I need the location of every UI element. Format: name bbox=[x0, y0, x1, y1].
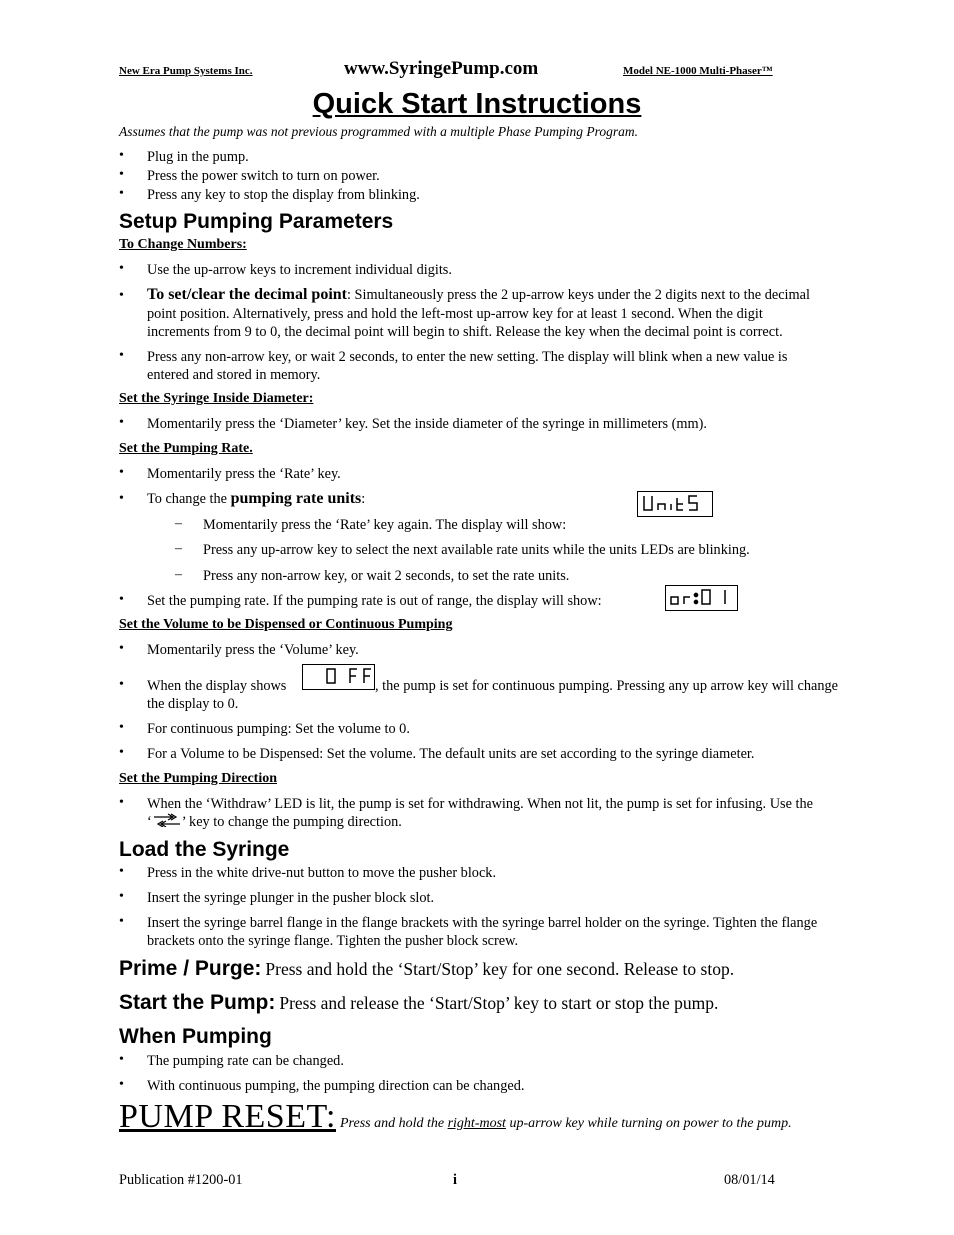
bullet-icon: • bbox=[119, 261, 124, 276]
direction-text: ’ key to change the pumping direction. bbox=[181, 814, 402, 830]
list-item: For continuous pumping: Set the volume to 0. bbox=[147, 721, 410, 737]
list-item: Use the up-arrow keys to increment individual digits. bbox=[147, 262, 452, 278]
model-name: Model NE-1000 Multi-Phaser™ bbox=[623, 65, 773, 77]
bullet-icon: • bbox=[119, 186, 124, 201]
list-item: Momentarily press the ‘Volume’ key. bbox=[147, 642, 359, 658]
list-item: Press any key to stop the display from blinking. bbox=[147, 187, 420, 203]
list-item: Plug in the pump. bbox=[147, 149, 249, 165]
change-numbers-subheading: To Change Numbers: bbox=[119, 237, 247, 252]
list-item: Insert the syringe plunger in the pusher block slot. bbox=[147, 890, 435, 906]
list-item-continuation: , the pump is set for continuous pumping. Pressing any up arrow key will change bbox=[375, 678, 838, 694]
lcd-units-glyphs bbox=[638, 492, 712, 516]
volume-subheading: Set the Volume to be Dispensed or Continuous Pumping bbox=[119, 617, 453, 632]
bullet-icon: • bbox=[119, 720, 124, 735]
bullet-icon: • bbox=[119, 745, 124, 760]
prime-heading: Prime / Purge: bbox=[119, 957, 262, 980]
list-item bbox=[147, 490, 365, 508]
diameter-subheading: Set the Syringe Inside Diameter: bbox=[119, 391, 314, 406]
reset-heading: PUMP RESET: bbox=[119, 1098, 336, 1135]
bullet-icon: • bbox=[119, 348, 124, 363]
start-section bbox=[119, 991, 718, 1015]
list-item: When the display shows bbox=[147, 678, 287, 694]
list-item: Insert the syringe barrel flange in the flange brackets with the syringe barrel holder on the syringe. Tighten the flange bbox=[147, 915, 818, 931]
page-number: i bbox=[453, 1172, 457, 1188]
bullet-icon: • bbox=[119, 148, 124, 163]
reset-text-emphasis: right-most bbox=[447, 1116, 506, 1131]
lcd-out-of-range-glyphs bbox=[666, 586, 737, 610]
publication-date: 08/01/14 bbox=[724, 1172, 775, 1188]
dash-icon: – bbox=[175, 567, 182, 582]
list-item-continuation: point position. Alternatively, press and hold the left-most up-arrow key for at least 1 second. When the digit bbox=[147, 306, 763, 322]
website-url[interactable]: www.SyringePump.com bbox=[344, 58, 539, 79]
list-item: With continuous pumping, the pumping direction can be changed. bbox=[147, 1078, 525, 1094]
bullet-icon: • bbox=[119, 1052, 124, 1067]
bullet-icon: • bbox=[119, 167, 124, 182]
company-name: New Era Pump Systems Inc. bbox=[119, 65, 253, 77]
list-item: Press any non-arrow key, or wait 2 seconds, to enter the new setting. The display will blink when a new value is bbox=[147, 349, 788, 365]
bullet-icon: • bbox=[119, 889, 124, 904]
bullet-icon: • bbox=[119, 415, 124, 430]
list-item: Press the power switch to turn on power. bbox=[147, 168, 380, 184]
direction-arrows-icon bbox=[152, 813, 182, 827]
rate-subheading: Set the Pumping Rate. bbox=[119, 441, 253, 456]
when-pumping-heading: When Pumping bbox=[119, 1025, 272, 1048]
list-item: When the ‘Withdraw’ LED is lit, the pump is set for withdrawing. When not lit, the pump is set for infusing. Use the bbox=[147, 796, 813, 812]
rate-units-label: pumping rate units bbox=[230, 490, 362, 507]
sub-list-item: Momentarily press the ‘Rate’ key again. The display will show: bbox=[203, 517, 567, 533]
start-heading: Start the Pump: bbox=[119, 991, 276, 1014]
setup-heading: Setup Pumping Parameters bbox=[119, 210, 394, 233]
dash-icon: – bbox=[175, 516, 182, 531]
decimal-point-text: : Simultaneously press the 2 up-arrow keys under the 2 digits next to the decimal bbox=[346, 287, 810, 303]
bullet-icon: • bbox=[119, 914, 124, 929]
list-item-continuation bbox=[147, 813, 402, 831]
list-item bbox=[147, 286, 810, 304]
sub-list-item: Press any up-arrow key to select the next available rate units while the units LEDs are blinking. bbox=[203, 542, 750, 558]
decimal-point-label: To set/clear the decimal point bbox=[147, 286, 347, 303]
list-item: For a Volume to be Dispensed: Set the volume. The default units are set according to the syringe diameter. bbox=[147, 746, 755, 762]
direction-subheading: Set the Pumping Direction bbox=[119, 771, 278, 786]
reset-text-post: up-arrow key while turning on power to the pump. bbox=[505, 1116, 792, 1131]
list-item: Momentarily press the ‘Rate’ key. bbox=[147, 466, 341, 482]
bullet-icon: • bbox=[119, 1077, 124, 1092]
bullet-icon: • bbox=[119, 864, 124, 879]
load-heading: Load the Syringe bbox=[119, 838, 290, 861]
start-text: Press and release the ‘Start/Stop’ key to start or stop the pump. bbox=[279, 993, 719, 1013]
list-item-continuation: brackets onto the syringe flange. Tighten the pusher block screw. bbox=[147, 933, 519, 949]
lcd-display-off bbox=[302, 664, 375, 690]
list-item: The pumping rate can be changed. bbox=[147, 1053, 344, 1069]
list-item-continuation: entered and stored in memory. bbox=[147, 367, 321, 383]
rate-units-post: : bbox=[361, 491, 366, 507]
list-item: Set the pumping rate. If the pumping rate is out of range, the display will show: bbox=[147, 593, 602, 609]
lcd-display-out-of-range bbox=[665, 585, 738, 611]
sub-list-item: Press any non-arrow key, or wait 2 seconds, to set the rate units. bbox=[203, 568, 570, 584]
list-item-continuation: the display to 0. bbox=[147, 696, 239, 712]
lcd-off-glyphs bbox=[303, 665, 374, 689]
intro-note: Assumes that the pump was not previous programmed with a multiple Phase Pumping Program. bbox=[119, 124, 638, 139]
bullet-icon: • bbox=[119, 641, 124, 656]
dash-icon: – bbox=[175, 541, 182, 556]
bullet-icon: • bbox=[119, 491, 124, 506]
list-item-continuation: increments from 9 to 0, the decimal point will begin to shift. Release the key when the decimal point is correct. bbox=[147, 324, 783, 340]
prime-text: Press and hold the ‘Start/Stop’ key for one second. Release to stop. bbox=[265, 959, 735, 979]
bullet-icon: • bbox=[119, 795, 124, 810]
publication-number: Publication #1200-01 bbox=[119, 1172, 243, 1188]
list-item: Press in the white drive-nut button to move the pusher block. bbox=[147, 865, 497, 881]
bullet-icon: • bbox=[119, 592, 124, 607]
reset-section bbox=[119, 1098, 792, 1136]
bullet-icon: • bbox=[119, 288, 124, 303]
rate-units-pre: To change the bbox=[147, 491, 231, 507]
list-item: Momentarily press the ‘Diameter’ key. Set the inside diameter of the syringe in millimeters (mm). bbox=[147, 416, 707, 432]
lcd-display-units bbox=[637, 491, 713, 517]
quote-open: ‘ bbox=[147, 814, 152, 830]
bullet-icon: • bbox=[119, 465, 124, 480]
reset-text-pre: Press and hold the bbox=[340, 1116, 448, 1131]
prime-section bbox=[119, 957, 734, 981]
page-title: Quick Start Instructions bbox=[312, 88, 642, 120]
bullet-icon: • bbox=[119, 677, 124, 692]
